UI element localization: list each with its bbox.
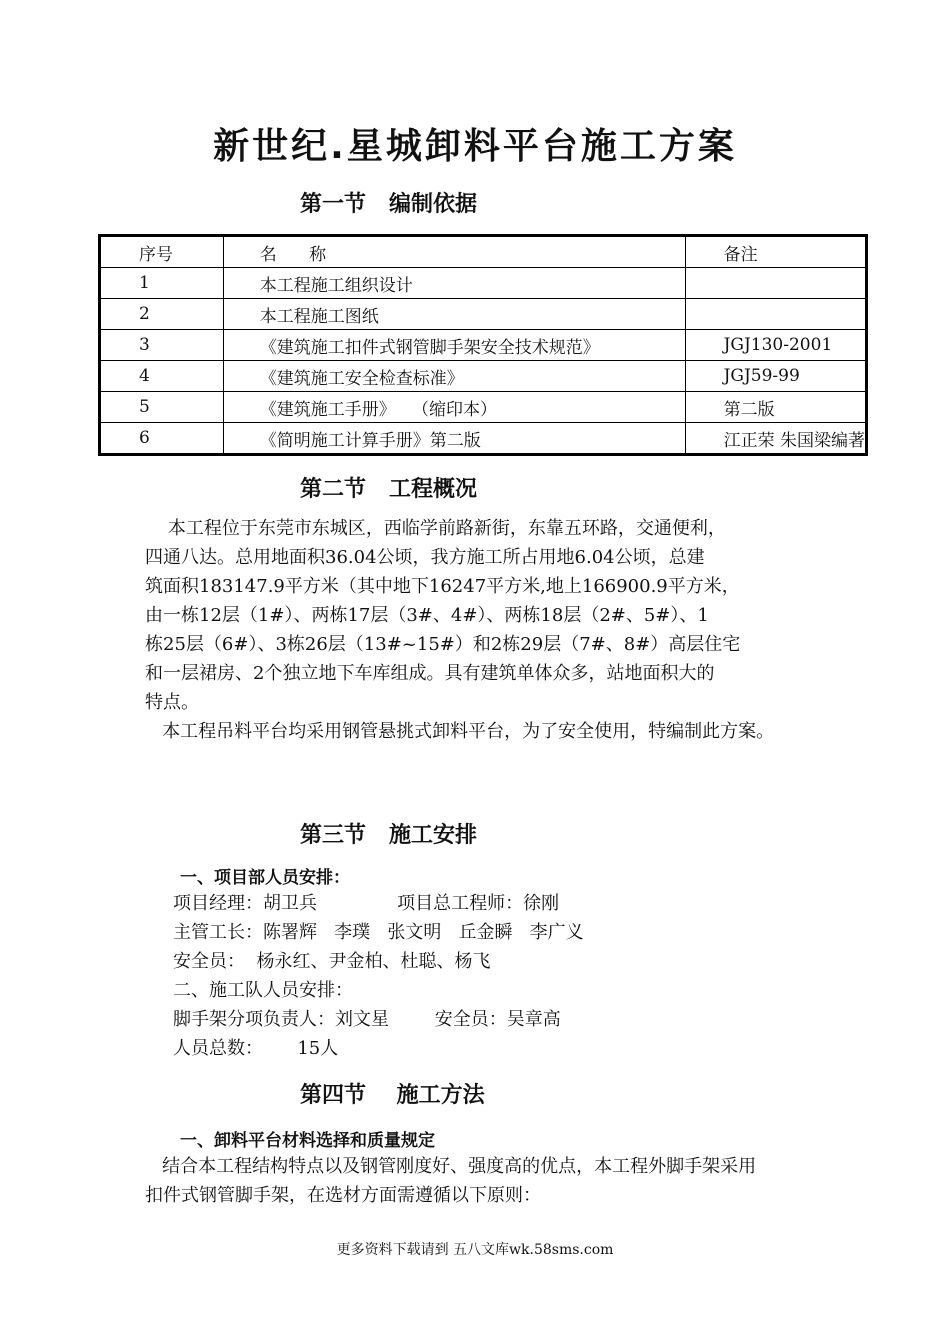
table-cell: JGJ59-99 bbox=[685, 361, 866, 392]
section1-heading: 第一节 编制依据 bbox=[300, 192, 477, 217]
staff-line: 安全员： 杨永红、尹金柏、杜聪、杨飞 bbox=[173, 951, 491, 972]
table-cell: 4 bbox=[100, 361, 224, 392]
paragraph-line: 扣件式钢管脚手架，在选材方面需遵循以下原则： bbox=[145, 1185, 541, 1206]
table-row bbox=[100, 330, 867, 361]
staff-line: 二、施工队人员安排： bbox=[173, 980, 353, 1001]
table-header-row bbox=[100, 236, 867, 268]
table-row bbox=[100, 299, 867, 330]
table-header-cell: 备注 bbox=[685, 236, 866, 268]
table-cell: 《建筑施工扣件式钢管脚手架安全技术规范》 bbox=[223, 330, 685, 361]
table-cell: 第二版 bbox=[685, 392, 866, 423]
staff-line: 脚手架分项负责人：刘文星 安全员：吴章高 bbox=[173, 1009, 561, 1030]
paragraph-line: 四通八达。总用地面积36.04公顷，我方施工所占用地6.04公顷，总建 bbox=[145, 547, 705, 568]
table-cell: 本工程施工图纸 bbox=[223, 299, 685, 330]
table-cell: 3 bbox=[100, 330, 224, 361]
paragraph-line: 本工程吊料平台均采用钢管悬挑式卸料平台，为了安全使用，特编制此方案。 bbox=[145, 721, 775, 742]
paragraph-line: 栋25层（6#）、3栋26层（13#~15#）和2栋29层（7#、8#）高层住宅 bbox=[145, 634, 741, 655]
table-cell bbox=[685, 268, 866, 299]
paragraph-line: 特点。 bbox=[145, 692, 199, 713]
table-cell: 《简明施工计算手册》第二版 bbox=[223, 423, 685, 455]
paragraph-line: 本工程位于东莞市东城区，西临学前路新街，东靠五环路，交通便利， bbox=[145, 518, 726, 539]
table-cell: 1 bbox=[100, 268, 224, 299]
table-cell: 2 bbox=[100, 299, 224, 330]
section3-subheading: 一、项目部人员安排： bbox=[180, 868, 350, 888]
footer-text: 更多资料下载请到 五八文库wk.58sms.com bbox=[336, 1242, 614, 1258]
staff-line: 人员总数： 15人 bbox=[173, 1038, 339, 1059]
table-header-cell: 序号 bbox=[100, 236, 224, 268]
staff-line: 项目经理：胡卫兵 项目总工程师：徐刚 bbox=[173, 893, 560, 914]
table-cell: 《建筑施工安全检查标准》 bbox=[223, 361, 685, 392]
paragraph-line: 筑面积183147.9平方米（其中地下16247平方米,地上166900.9平方米， bbox=[145, 576, 740, 597]
table-cell: 5 bbox=[100, 392, 224, 423]
document-title: 新世纪.星城卸料平台施工方案 bbox=[213, 126, 737, 167]
paragraph-line: 结合本工程结构特点以及钢管刚度好、强度高的优点，本工程外脚手架采用 bbox=[145, 1156, 757, 1177]
table-cell bbox=[685, 299, 866, 330]
table-row bbox=[100, 361, 867, 392]
section2-body bbox=[145, 514, 825, 746]
table-cell: 本工程施工组织设计 bbox=[223, 268, 685, 299]
staff-line: 主管工长：陈署辉 李璞 张文明 丘金瞬 李广义 bbox=[173, 922, 584, 943]
staff-list bbox=[173, 889, 584, 1063]
table-cell: JGJ130-2001 bbox=[685, 330, 866, 361]
table-cell: 《建筑施工手册》 （缩印本） bbox=[223, 392, 685, 423]
table-cell: 6 bbox=[100, 423, 224, 455]
section3-heading: 第三节 施工安排 bbox=[300, 823, 477, 848]
reference-table bbox=[98, 234, 868, 456]
table-cell: 江正荣 朱国梁编著 bbox=[685, 423, 866, 455]
section4-body bbox=[145, 1152, 825, 1210]
section4-heading: 第四节 施工方法 bbox=[300, 1083, 485, 1108]
table-header-cell: 名 称 bbox=[223, 236, 685, 268]
paragraph-line: 由一栋12层（1#）、两栋17层（3#、4#）、两栋18层（2#、5#）、1 bbox=[145, 605, 709, 626]
table-row bbox=[100, 392, 867, 423]
table-row bbox=[100, 423, 867, 455]
section2-heading: 第二节 工程概况 bbox=[300, 477, 477, 502]
table-row bbox=[100, 268, 867, 299]
section4-subheading: 一、卸料平台材料选择和质量规定 bbox=[180, 1131, 435, 1151]
paragraph-line: 和一层裙房、2个独立地下车库组成。具有建筑单体众多，站地面积大的 bbox=[145, 663, 715, 684]
